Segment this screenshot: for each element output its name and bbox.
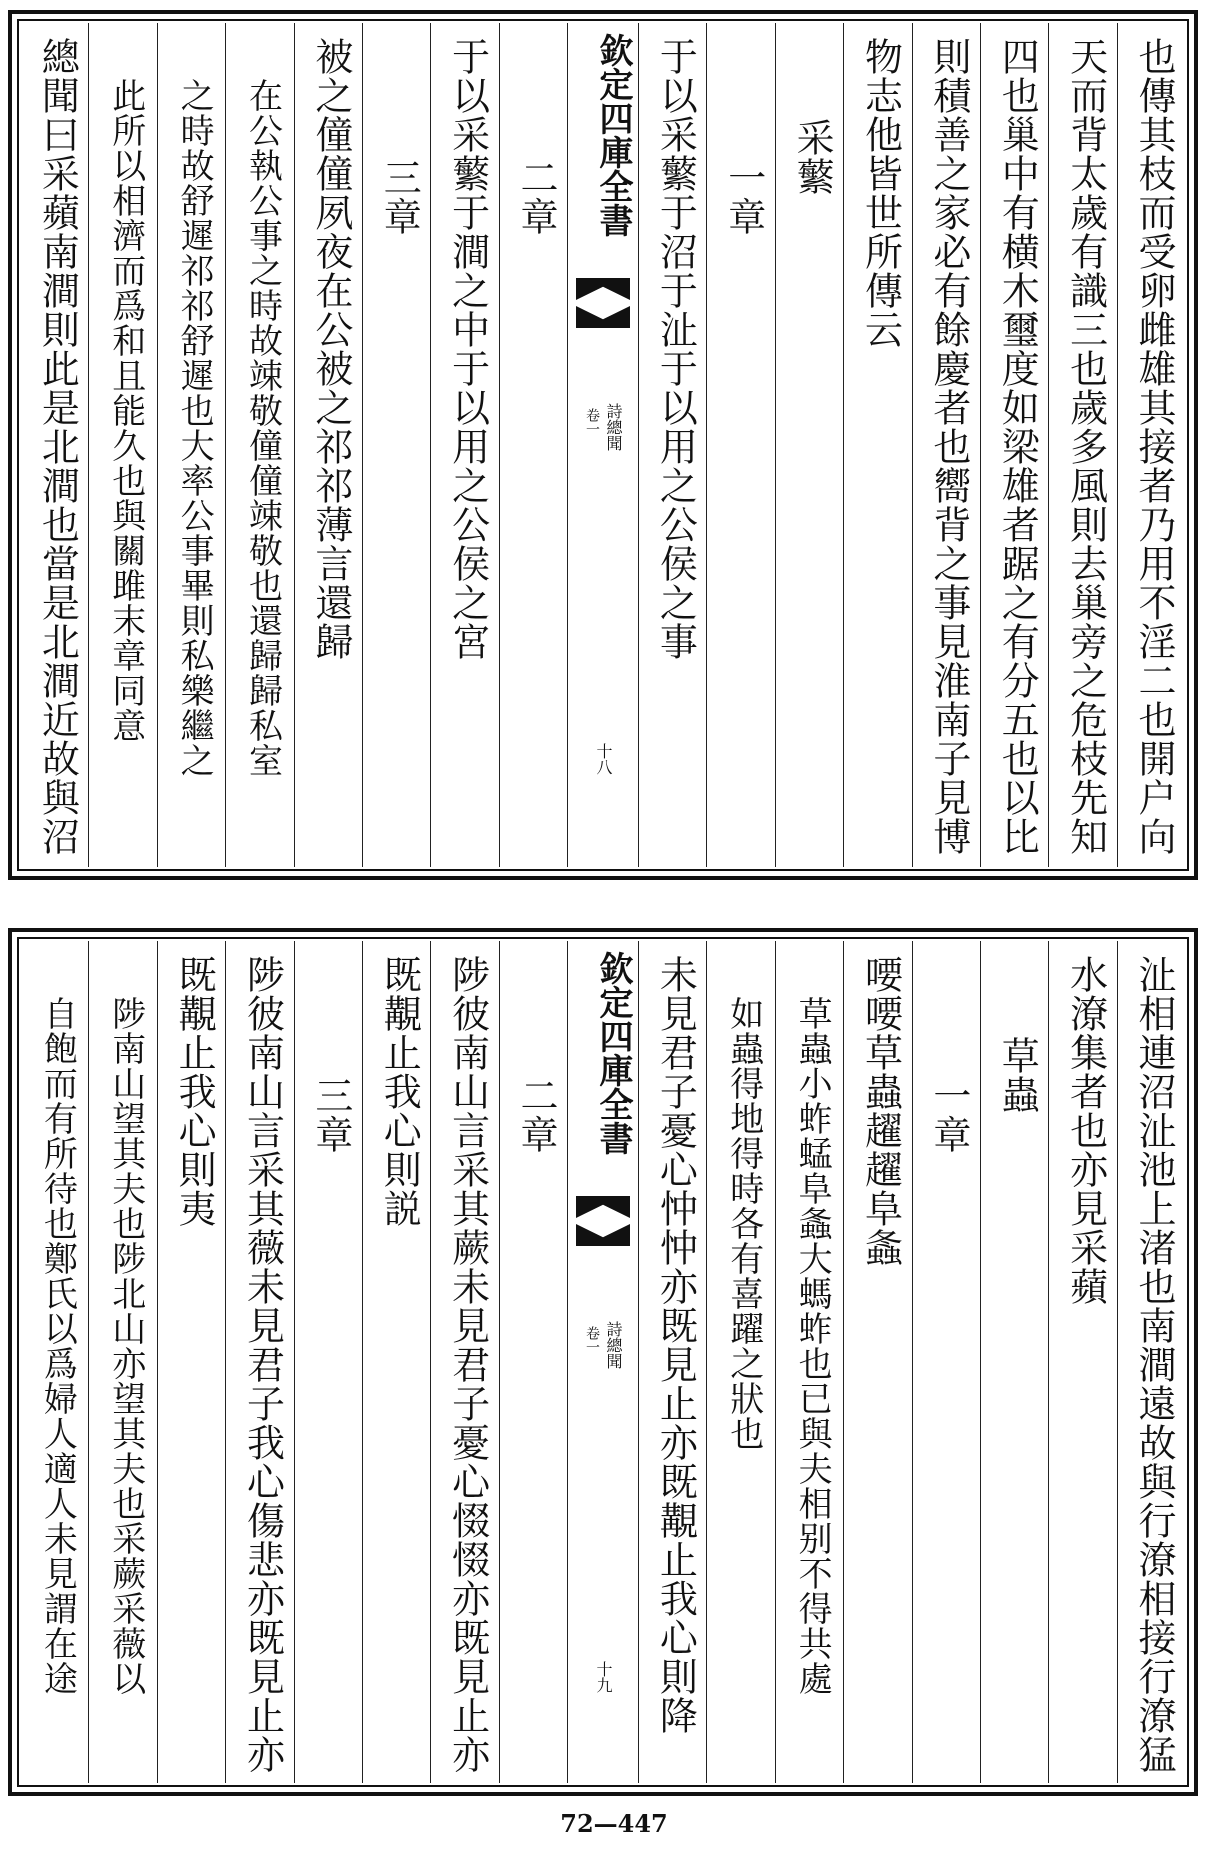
text-column [1048,941,1116,1783]
text-column [499,941,567,1783]
text-column [21,23,88,867]
center-gutter [567,941,638,1783]
fish-tail-mark [576,1196,630,1246]
column-text: 未見君子憂心忡忡亦既見止亦既覯止我心則降 [653,955,698,1735]
text-column [225,941,293,1783]
text-column [1117,23,1185,867]
top-columns [21,23,1185,867]
text-column [430,23,498,867]
text-column [912,941,980,1783]
book-header: 欽定四庫全書 [593,33,633,237]
text-column [638,941,706,1783]
column-text: 于以采蘩于澗之中于以用之公侯之宮 [445,37,490,661]
top-page [8,10,1198,880]
text-column [88,941,156,1783]
text-column [775,941,843,1783]
chapter-heading: 一章 [721,158,766,236]
column-text: 既覯止我心則説 [377,955,422,1228]
text-column [225,23,293,867]
text-column [706,941,774,1783]
chapter-heading: 三章 [377,158,422,236]
chapter-heading: 二章 [514,1076,558,1154]
volume-label: 卷一 [584,408,600,436]
chapter-heading: 二章 [514,158,558,236]
book-header: 欽定四庫全書 [593,951,633,1155]
text-column [980,941,1048,1783]
chapter-heading: 三章 [308,1076,353,1154]
column-text: 水潦集者也亦見采蘋 [1063,955,1108,1306]
page-footer-number: 72—447 [560,1809,668,1838]
leaf-number: 十八 [594,743,613,775]
leaf-number: 十九 [594,1661,613,1693]
commentary-text: 之時故舒遲祁祁舒遲也大率公事畢則私樂繼之 [174,78,215,778]
commentary-text: 此所以相濟而爲和且能久也與關雎末章同意 [105,78,146,743]
text-column [430,941,498,1783]
column-text: 也傳其枝而受卵雌雄其接者乃用不淫二也開户向 [1132,37,1176,856]
text-column [499,23,567,867]
commentary-text: 如蟲得地得時各有喜躍之狀也 [723,996,764,1451]
text-column [775,23,843,867]
column-text: 陟彼南山言采其蕨未見君子憂心惙惙亦既見止亦 [445,955,490,1774]
book-title: 詩總聞 [604,1321,623,1369]
commentary-text: 草蟲小蚱蜢阜螽大螞蚱也已與夫相别不得共處 [792,996,833,1696]
text-column [706,23,774,867]
text-column [843,941,911,1783]
text-column [843,23,911,867]
column-text: 陟彼南山言采其薇未見君子我心傷悲亦既見止亦 [240,955,285,1774]
text-column [980,23,1048,867]
commentary-text: 自飽而有所待也鄭氏以爲婦人適人未見謂在途 [37,996,78,1696]
commentary-text: 陟南山望其夫也陟北山亦望其夫也采蕨采薇以 [105,996,146,1696]
column-text: 喓喓草蟲趯趯阜螽 [858,955,903,1267]
volume-label: 卷一 [584,1326,600,1354]
column-text: 物志他皆世所傳云 [858,37,903,349]
poem-title: 采蘩 [790,118,835,196]
fish-tail-mark [576,278,630,328]
book-title: 詩總聞 [604,403,623,451]
text-column [362,941,430,1783]
text-column [638,23,706,867]
text-column [912,23,980,867]
column-text: 總聞曰采蘋南澗則此是北澗也當是北澗近故與沼 [35,37,80,856]
column-text: 被之僮僮夙夜在公被之祁祁薄言還歸 [308,37,353,661]
chapter-heading: 一章 [926,1076,971,1154]
text-column [157,23,225,867]
column-text: 沚相連沼沚池上渚也南澗遠故與行潦相接行潦猛 [1132,955,1176,1774]
text-column [1048,23,1116,867]
text-column [294,23,362,867]
bottom-page [8,928,1198,1796]
text-column [88,23,156,867]
bottom-columns [21,941,1185,1783]
text-column [362,23,430,867]
column-text: 天而背太歲有識三也歲多風則去巢旁之危枝先知 [1063,37,1108,856]
text-column [21,941,88,1783]
text-column [294,941,362,1783]
text-column [1117,941,1185,1783]
text-column [157,941,225,1783]
poem-title: 草蟲 [995,1036,1040,1114]
column-text: 則積善之家必有餘慶者也嚮背之事見淮南子見博 [926,37,971,856]
commentary-text: 在公執公事之時故竦敬僮僮竦敬也還歸歸私室 [242,78,283,778]
center-gutter [567,23,638,867]
column-text: 既覯止我心則夷 [172,955,217,1228]
column-text: 四也巢中有横木璽度如梁雄者踞之有分五也以比 [995,37,1040,856]
column-text: 于以采蘩于沼于沚于以用之公侯之事 [653,37,698,661]
